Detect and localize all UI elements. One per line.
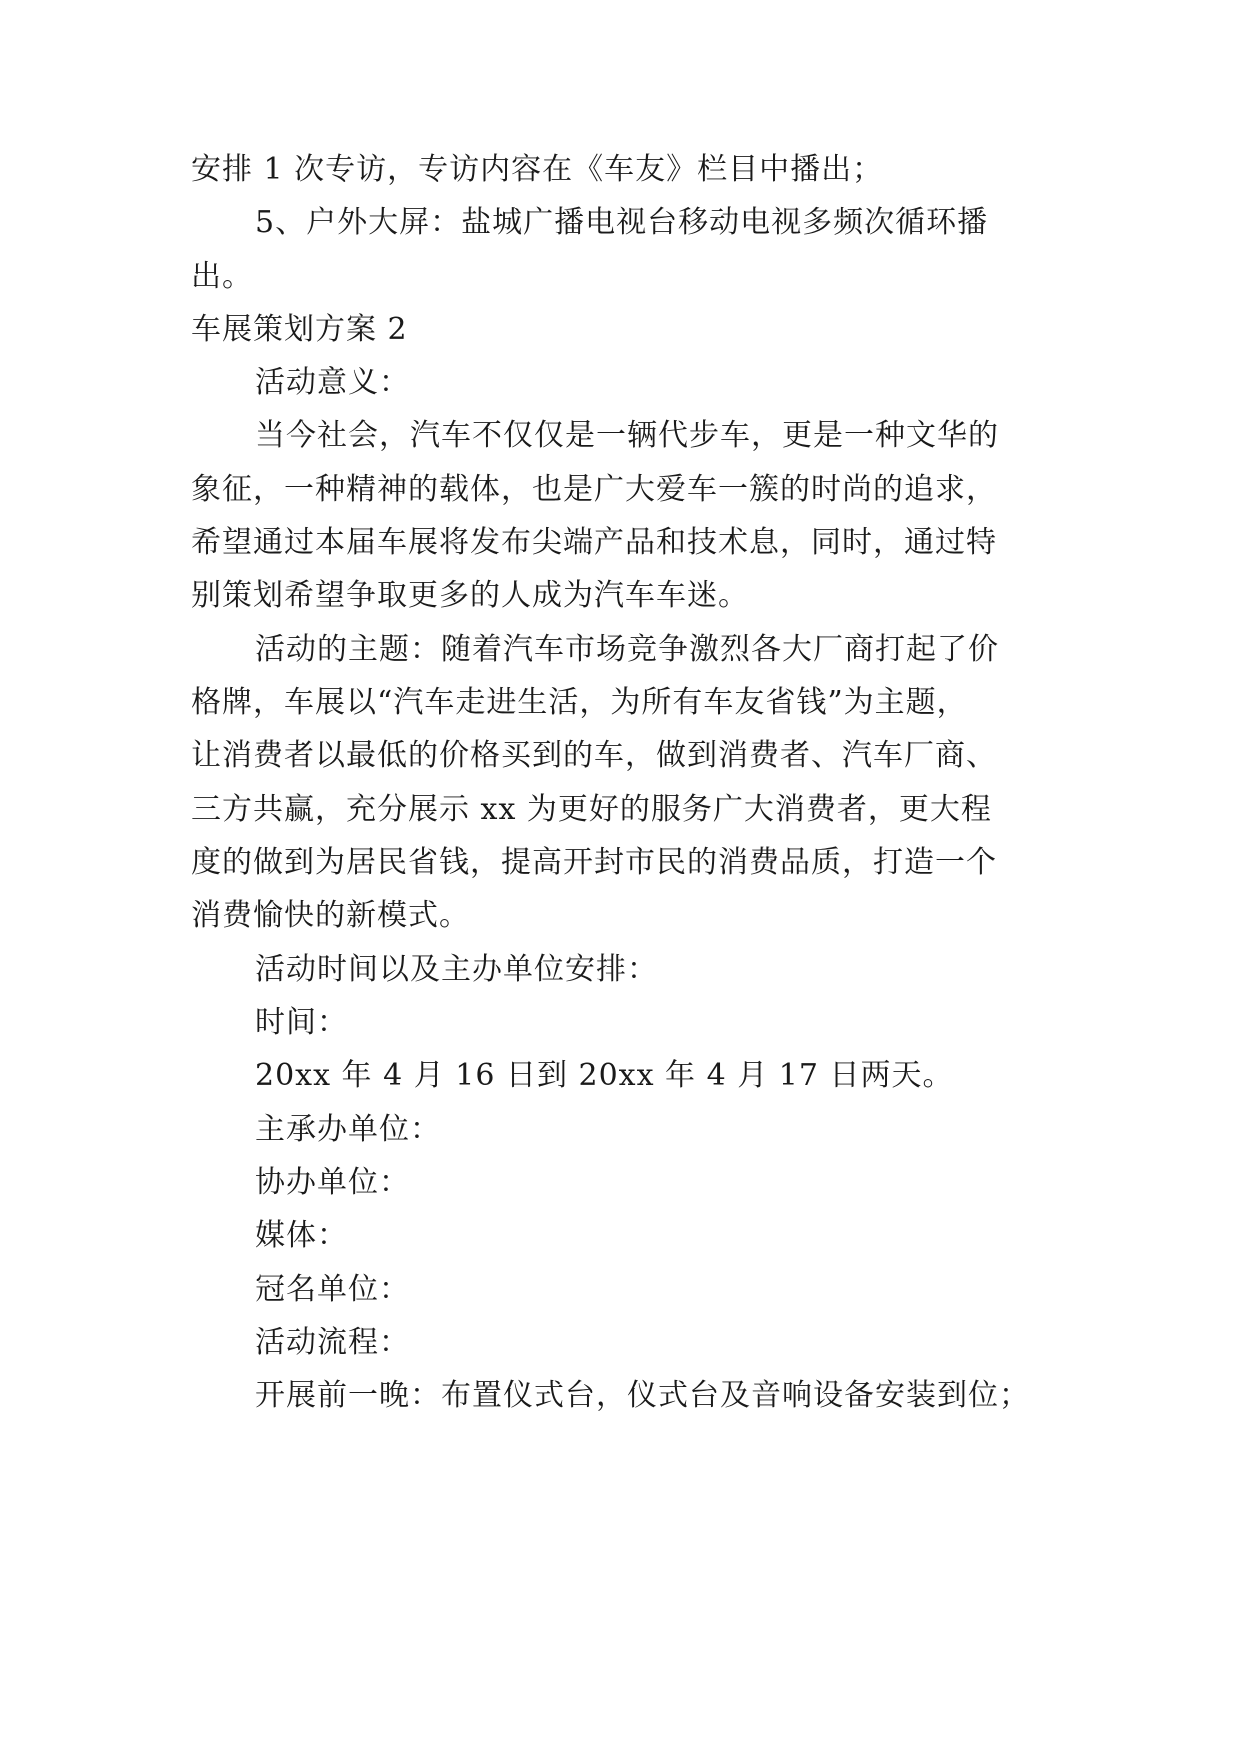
text-line: 20xx 年 4 月 16 日到 20xx 年 4 月 17 日两天。: [255, 1058, 954, 1093]
text-line: 当今社会，汽车不仅仅是一辆代步车，更是一种文华的: [255, 418, 999, 453]
text-line: 媒体：: [255, 1218, 348, 1253]
text-line: 格牌，车展以“汽车走进生活，为所有车友省钱”为主题，: [191, 685, 968, 720]
text-line: 度的做到为居民省钱，提高开封市民的消费品质，打造一个: [191, 845, 997, 880]
text-line: 让消费者以最低的价格买到的车，做到消费者、汽车厂商、: [191, 738, 997, 773]
text-line: 别策划希望争取更多的人成为汽车车迷。: [191, 578, 749, 613]
text-line: 开展前一晚：布置仪式台，仪式台及音响设备安装到位；: [255, 1378, 1030, 1413]
text-line: 5、户外大屏：盐城广播电视台移动电视多频次循环播: [255, 205, 989, 240]
text-line: 消费愉快的新模式。: [191, 898, 470, 933]
text-line: 出。: [191, 259, 253, 294]
text-line: 象征，一种精神的载体，也是广大爱车一簇的时尚的追求，: [191, 472, 997, 507]
text-line: 时间：: [255, 1005, 348, 1040]
text-line: 活动的主题：随着汽车市场竞争激烈各大厂商打起了价: [255, 632, 999, 667]
text-line: 活动流程：: [255, 1325, 410, 1360]
section-title: 车展策划方案 2: [191, 312, 408, 347]
text-line: 希望通过本届车展将发布尖端产品和技术息，同时，通过特: [191, 525, 997, 560]
text-line: 安排 1 次专访，专访内容在《车友》栏目中播出；: [191, 152, 884, 187]
text-line: 冠名单位：: [255, 1272, 410, 1307]
text-line: 活动时间以及主办单位安排：: [255, 952, 658, 987]
text-line: 三方共赢，充分展示 xx 为更好的服务广大消费者，更大程: [191, 792, 992, 827]
text-line: 协办单位：: [255, 1165, 410, 1200]
text-line: 活动意义：: [255, 365, 410, 400]
text-line: 主承办单位：: [255, 1112, 441, 1147]
